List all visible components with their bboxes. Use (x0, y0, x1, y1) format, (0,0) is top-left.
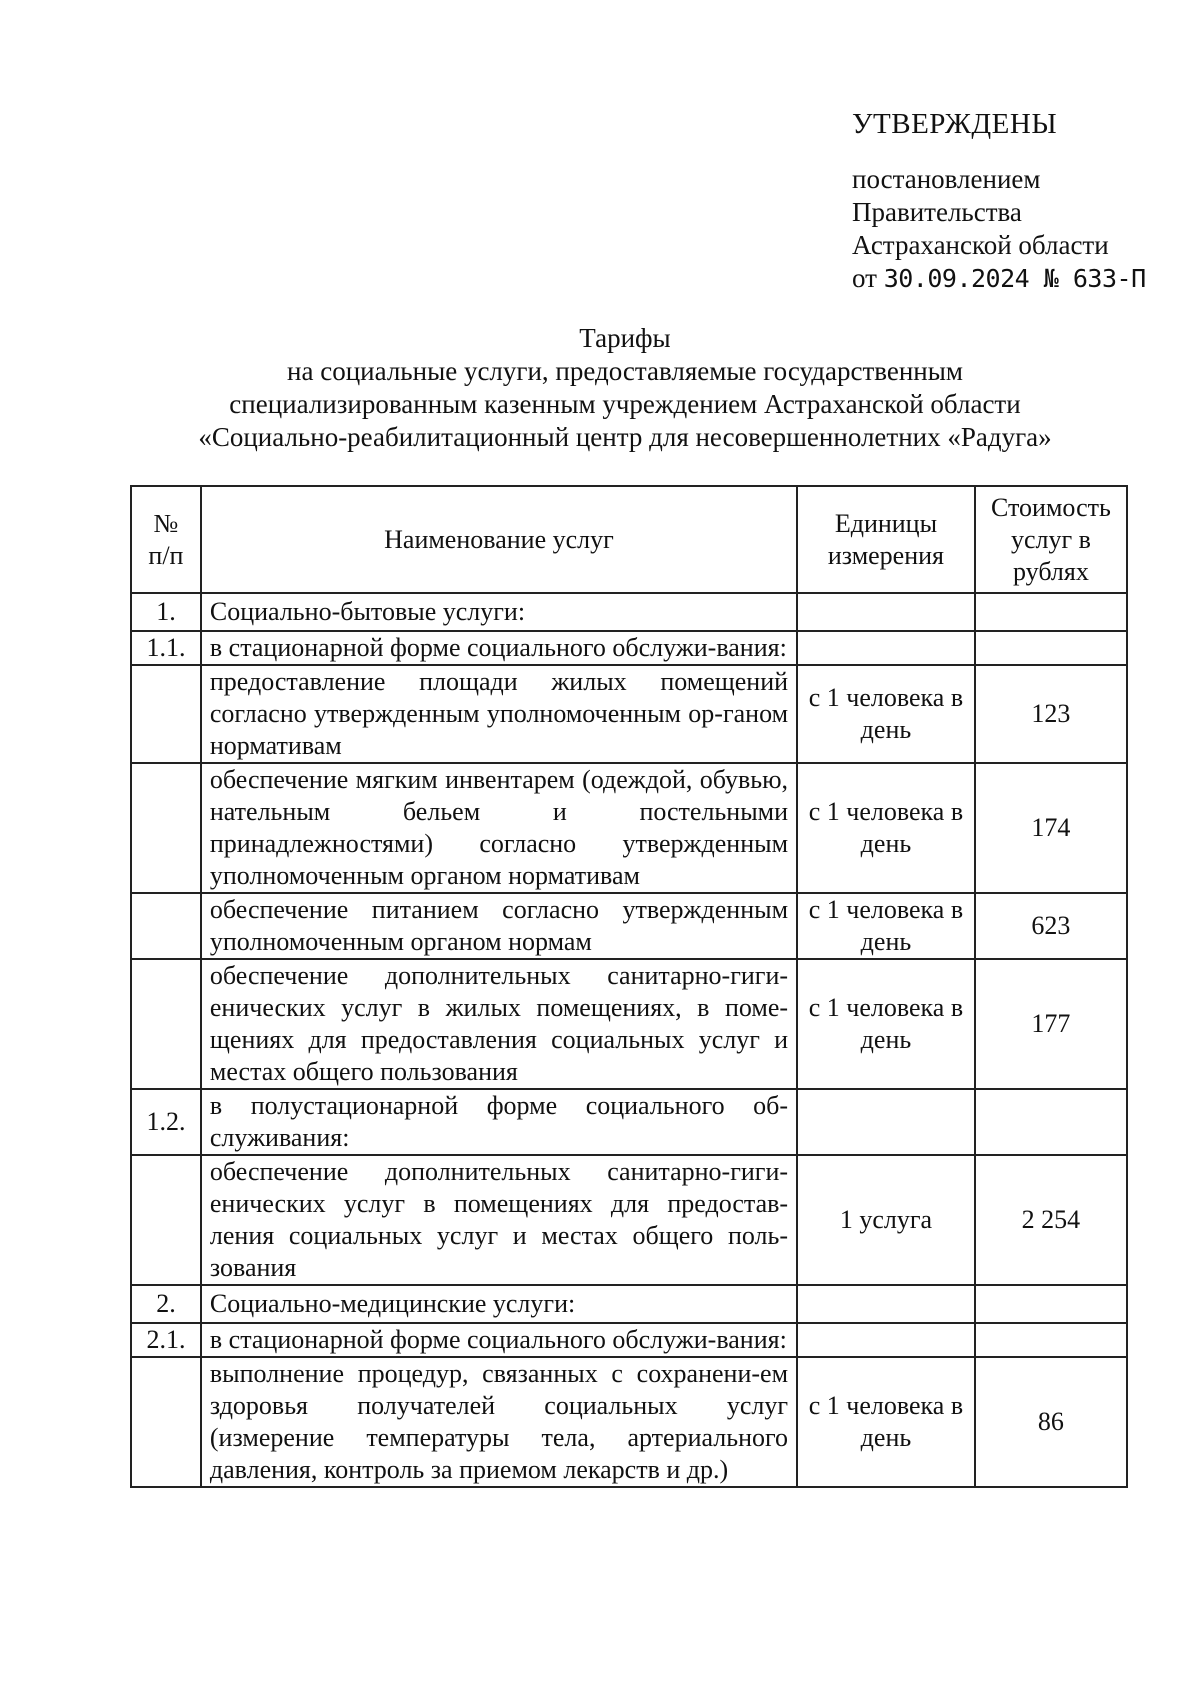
row-cost: 86 (975, 1357, 1127, 1487)
row-cost: 177 (975, 959, 1127, 1089)
row-name: предоставление площади жилых помещений согласно утвержденным уполномоченным ор-ганом нормативам (201, 665, 797, 763)
row-name: Социально-бытовые услуги: (201, 593, 797, 631)
row-cost (975, 1285, 1127, 1323)
header-name: Наименование услуг (201, 486, 797, 593)
row-num: 2. (131, 1285, 201, 1323)
row-name: выполнение процедур, связанных с сохранени-ем здоровья получателей социальных услуг (измерение температуры тела, артериального давления, контроль за приемом лекарств и др.) (201, 1357, 797, 1487)
table-row (131, 1357, 1127, 1487)
row-cost: 2 254 (975, 1155, 1127, 1285)
row-cost: 123 (975, 665, 1127, 763)
approval-date-number: 30.09.2024 № 633-П (883, 264, 1146, 293)
row-name: в стационарной форме социального обслужи-вания: (201, 631, 797, 665)
row-num: 1.1. (131, 631, 201, 665)
row-num (131, 893, 201, 959)
table-row (131, 593, 1127, 631)
title-line-2: на социальные услуги, предоставляемые государственным (287, 356, 963, 386)
row-num (131, 763, 201, 893)
row-num (131, 1357, 201, 1487)
header-num: № п/п (131, 486, 201, 593)
header-unit: Единицы измерения (797, 486, 975, 593)
title-line-4: «Социально-реабилитационный центр для несовершеннолетних «Радуга» (198, 422, 1052, 452)
row-unit (797, 1089, 975, 1155)
table-row (131, 1323, 1127, 1357)
approval-line-2: Правительства (852, 197, 1022, 227)
table-row (131, 763, 1127, 893)
row-name: обеспечение питанием согласно утвержденным уполномоченным органом нормам (201, 893, 797, 959)
table-row (131, 893, 1127, 959)
row-cost (975, 593, 1127, 631)
row-unit: с 1 человека в день (797, 1357, 975, 1487)
row-unit: с 1 человека в день (797, 763, 975, 893)
row-unit (797, 1285, 975, 1323)
title-line-3: специализированным казенным учреждением Астраханской области (229, 389, 1021, 419)
header-cost: Стоимость услуг в рублях (975, 486, 1127, 593)
row-name: обеспечение дополнительных санитарно-гиги-енических услуг в помещениях для предостав-ления социальных услуг и местах общего поль-зования (201, 1155, 797, 1285)
table-header-row (131, 486, 1127, 593)
approval-line-3: Астраханской области (852, 230, 1109, 260)
title-line-1: Тарифы (579, 323, 671, 353)
row-unit: с 1 человека в день (797, 959, 975, 1089)
approval-stamp (852, 108, 1146, 295)
approval-heading: УТВЕРЖДЕНЫ (852, 108, 1058, 140)
row-cost (975, 1089, 1127, 1155)
approval-date-prefix: от (852, 263, 877, 293)
tariffs-table (130, 485, 1128, 1488)
row-name: обеспечение дополнительных санитарно-гиги-енических услуг в жилых помещениях, в поме-щениях для предоставления социальных услуг и местах общего пользования (201, 959, 797, 1089)
approval-line-1: постановлением (852, 164, 1041, 194)
row-unit: 1 услуга (797, 1155, 975, 1285)
row-cost: 623 (975, 893, 1127, 959)
row-num: 2.1. (131, 1323, 201, 1357)
row-unit (797, 1323, 975, 1357)
row-num (131, 959, 201, 1089)
row-unit: с 1 человека в день (797, 893, 975, 959)
row-unit (797, 631, 975, 665)
row-name: в полустационарной форме социального об-служивания: (201, 1089, 797, 1155)
row-unit (797, 593, 975, 631)
approval-date-line (852, 262, 1146, 295)
row-unit: с 1 человека в день (797, 665, 975, 763)
row-cost (975, 631, 1127, 665)
row-name: обеспечение мягким инвентарем (одеждой, обувью, нательным бельем и постельными принадлежностями) согласно утвержденным уполномоченным органом нормативам (201, 763, 797, 893)
row-num (131, 1155, 201, 1285)
row-num (131, 665, 201, 763)
table-row (131, 1089, 1127, 1155)
row-cost (975, 1323, 1127, 1357)
row-name: в стационарной форме социального обслужи-вания: (201, 1323, 797, 1357)
document-title (130, 322, 1120, 454)
table-row (131, 1155, 1127, 1285)
row-num: 1. (131, 593, 201, 631)
row-name: Социально-медицинские услуги: (201, 1285, 797, 1323)
table-row (131, 1285, 1127, 1323)
row-num: 1.2. (131, 1089, 201, 1155)
row-cost: 174 (975, 763, 1127, 893)
table-row (131, 665, 1127, 763)
table-row (131, 959, 1127, 1089)
table-row (131, 631, 1127, 665)
